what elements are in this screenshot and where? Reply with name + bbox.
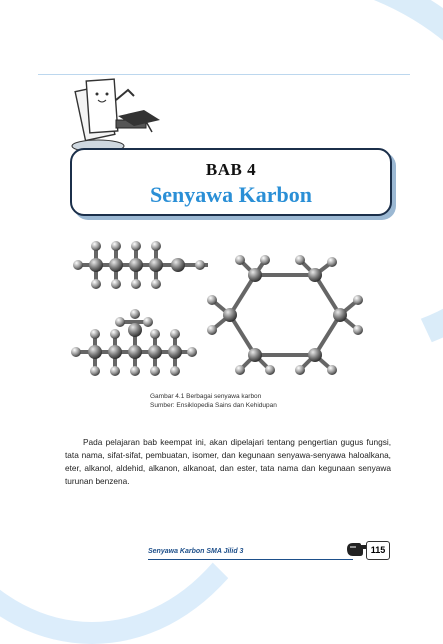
hydrogen-atom — [130, 309, 140, 319]
carbon-atom — [148, 345, 162, 359]
hydrogen-atom — [91, 241, 101, 251]
hydrogen-atom — [71, 347, 81, 357]
carbon-atom — [248, 348, 262, 362]
hydrogen-atom — [73, 260, 83, 270]
hydrogen-atom — [115, 317, 125, 327]
hydrogen-atom — [151, 279, 161, 289]
carbon-atom — [129, 258, 143, 272]
book-mascot-icon — [68, 70, 168, 160]
hydrogen-atom — [207, 325, 217, 335]
intro-paragraph: Pada pelajaran bab keempat ini, akan dipelajari tentang pengertian gugus fungsi, tata nama, sifat-sifat, pembuatan, isomer, dan kegunaan senyawa-senyawa haloalkana, eter, alkanol, aldehid, alkanon, alkanoat, dan ester, tata nama dan kegunaan senyawa turunan benzena. — [65, 437, 391, 487]
hydrogen-atom — [143, 317, 153, 327]
hydrogen-atom — [150, 329, 160, 339]
hydrogen-atom — [295, 365, 305, 375]
footer-book-title: Senyawa Karbon SMA Jilid 3 — [148, 548, 244, 555]
carbon-atom — [248, 268, 262, 282]
carbon-atom — [108, 345, 122, 359]
hydrogen-atom — [90, 366, 100, 376]
carbon-atom — [308, 348, 322, 362]
hydrogen-atom — [353, 295, 363, 305]
hydrogen-atom — [91, 279, 101, 289]
hydrogen-atom — [353, 325, 363, 335]
hydrogen-atom — [235, 365, 245, 375]
footer-rule — [148, 559, 353, 560]
hydrogen-atom — [207, 295, 217, 305]
hydrogen-atom — [265, 365, 275, 375]
hydrogen-atom — [111, 241, 121, 251]
hydrogen-atom — [327, 365, 337, 375]
carbon-atom — [223, 308, 237, 322]
oxygen-atom — [171, 258, 185, 272]
hydrogen-atom — [90, 329, 100, 339]
hydrogen-atom — [235, 255, 245, 265]
chapter-title: Senyawa Karbon — [150, 182, 312, 207]
carbon-atom — [128, 345, 142, 359]
hydrogen-atom — [170, 329, 180, 339]
hydrogen-atom — [327, 257, 337, 267]
carbon-atom — [308, 268, 322, 282]
figure-caption — [150, 392, 277, 410]
page-number: 115 — [366, 541, 390, 560]
hydrogen-atom — [110, 329, 120, 339]
carbon-atom — [149, 258, 163, 272]
figure-caption-title: Gambar 4.1 Berbagai senyawa karbon — [150, 393, 262, 400]
hydrogen-atom — [111, 279, 121, 289]
carbon-atom — [88, 345, 102, 359]
hydrogen-atom — [295, 255, 305, 265]
hydrogen-atom — [131, 279, 141, 289]
molecule-figure — [60, 230, 390, 390]
hydrogen-atom — [260, 255, 270, 265]
hydrogen-atom — [150, 366, 160, 376]
hydrogen-atom — [151, 241, 161, 251]
chapter-label: BAB 4 — [205, 160, 257, 179]
hydrogen-atom — [130, 366, 140, 376]
carbon-atom — [333, 308, 347, 322]
carbon-atom — [89, 258, 103, 272]
carbon-atom — [128, 323, 142, 337]
hydrogen-atom — [110, 366, 120, 376]
carbon-atom — [109, 258, 123, 272]
hydrogen-atom — [195, 260, 205, 270]
chapter-heading-box — [70, 148, 392, 216]
hydrogen-atom — [187, 347, 197, 357]
hydrogen-atom — [170, 366, 180, 376]
carbon-atom — [168, 345, 182, 359]
figure-caption-source: Sumber: Ensiklopedia Sains dan Kehidupan — [150, 402, 277, 409]
hydrogen-atom — [131, 241, 141, 251]
